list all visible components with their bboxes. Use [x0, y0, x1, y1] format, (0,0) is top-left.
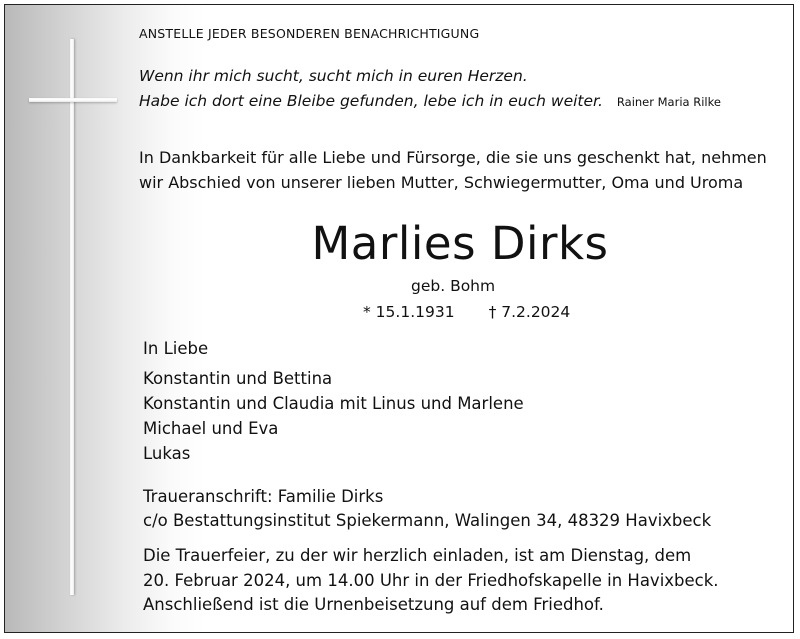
- quote-line-2: [139, 92, 721, 110]
- mourner-line: Michael und Eva: [143, 419, 279, 438]
- life-dates: [363, 303, 570, 321]
- mourner-line: Lukas: [143, 444, 191, 463]
- ceremony-line-2: 20. Februar 2024, um 14.00 Uhr in der Friedhofskapelle in Havixbeck.: [143, 571, 719, 590]
- birth-name: geb. Bohm: [411, 277, 496, 295]
- ceremony-line-3: Anschließend ist die Urnenbeisetzung auf dem Friedhof.: [143, 595, 604, 614]
- intro-line-2: wir Abschied von unserer lieben Mutter, Schwiegermutter, Oma und Uroma: [139, 173, 744, 192]
- quote-line-2-text: Habe ich dort eine Bleibe gefunden, lebe ich in euch weiter.: [139, 92, 603, 110]
- death-date: † 7.2.2024: [488, 303, 571, 321]
- quote-line-1: Wenn ihr mich sucht, sucht mich in euren Herzen.: [139, 67, 528, 85]
- cross-icon: [70, 39, 74, 595]
- address-line-2: c/o Bestattungsinstitut Spiekermann, Walingen 34, 48329 Havixbeck: [143, 511, 712, 530]
- mourner-line: Konstantin und Claudia mit Linus und Marlene: [143, 394, 524, 413]
- obituary-notice: [4, 4, 794, 633]
- notice-header: ANSTELLE JEDER BESONDEREN BENACHRICHTIGUNG: [139, 26, 480, 41]
- address-line-1: Traueranschrift: Familie Dirks: [143, 487, 384, 506]
- mourners-heading: In Liebe: [143, 339, 209, 358]
- intro-line-1: In Dankbarkeit für alle Liebe und Fürsorge, die sie uns geschenkt hat, nehmen: [139, 148, 767, 167]
- cross-icon-crossbar: [29, 98, 117, 102]
- quote-author: Rainer Maria Rilke: [616, 95, 721, 109]
- birth-date: * 15.1.1931: [363, 303, 455, 321]
- ceremony-line-1: Die Trauerfeier, zu der wir herzlich einladen, ist am Dienstag, dem: [143, 546, 692, 565]
- deceased-name: Marlies Dirks: [311, 217, 609, 270]
- mourner-line: Konstantin und Bettina: [143, 369, 333, 388]
